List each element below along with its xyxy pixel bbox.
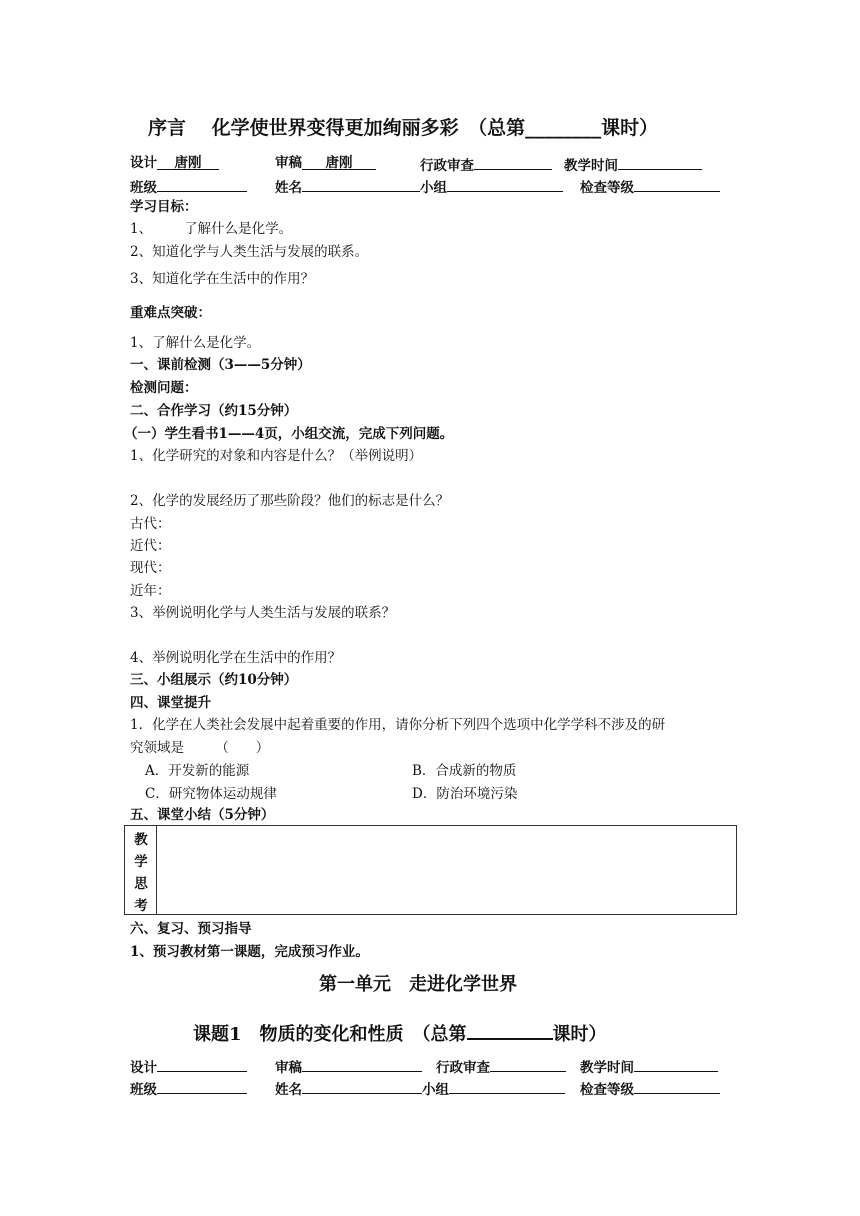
admin-field[interactable] <box>474 154 552 170</box>
review-field[interactable] <box>302 1056 422 1072</box>
label-char: 考 <box>134 898 148 914</box>
design-field[interactable] <box>157 1056 247 1072</box>
info-row-1 <box>130 154 219 172</box>
question-4: 4、举例说明化学在生活中的作用？ <box>130 650 342 666</box>
key-heading: 重难点突破： <box>130 305 211 321</box>
lesson-2-title-b: 课时） <box>552 1024 607 1045</box>
lesson-title <box>148 115 658 141</box>
option-a: A．开发新的能源 <box>145 763 250 779</box>
preview-instruction: 1、预习教材第一课题，完成预习作业。 <box>130 944 369 960</box>
option-c: C．研究物体运动规律 <box>145 786 277 802</box>
class-label: 班级 <box>130 180 157 196</box>
review-field[interactable]: 唐刚 <box>302 154 376 170</box>
lesson-2-title <box>193 1018 607 1048</box>
option-d: D．防治环境污染 <box>412 786 518 802</box>
review-label: 审稿 <box>275 155 302 171</box>
time-label: 教学时间 <box>580 1060 634 1076</box>
ancient: 古代： <box>130 516 171 532</box>
class-label: 班级 <box>130 1082 157 1098</box>
group-label: 小组 <box>422 1082 449 1098</box>
name-label: 姓名 <box>275 1082 302 1098</box>
option-b: B．合成新的物质 <box>412 763 517 779</box>
unit-title: 第一单元 走进化学世界 <box>319 974 517 995</box>
info2-class <box>130 1078 247 1099</box>
admin-cell <box>420 154 552 175</box>
time-cell <box>564 154 702 175</box>
section-4: 四、课堂提升 <box>130 695 211 711</box>
label-char: 教 <box>134 832 148 848</box>
goal-1-num: 1、 <box>130 221 153 237</box>
info-row-2 <box>130 176 247 197</box>
recent: 近年： <box>130 583 171 599</box>
grade-label: 检查等级 <box>580 180 634 196</box>
name-cell <box>275 176 563 197</box>
section-5: 五、课堂小结（5分钟） <box>130 807 275 823</box>
exercise-1-line-2: 究领域是 （ ） <box>130 740 270 756</box>
info2-grade <box>580 1078 720 1099</box>
review-cell <box>275 154 376 172</box>
admin-label: 行政审查 <box>420 158 474 174</box>
goal-3: 3、知道化学在生活中的作用？ <box>130 271 315 287</box>
group-field[interactable] <box>447 176 563 192</box>
admin-label: 行政审查 <box>436 1060 490 1076</box>
modern: 近代： <box>130 538 171 554</box>
design-label: 设计 <box>130 1060 157 1076</box>
design-label: 设计 <box>130 155 157 171</box>
info2-review <box>275 1056 422 1077</box>
goals-heading: 学习目标： <box>130 199 198 215</box>
group-label: 小组 <box>420 180 447 196</box>
design-field[interactable]: 唐刚 <box>157 154 219 170</box>
label-char: 思 <box>134 876 148 892</box>
grade-field[interactable] <box>634 176 720 192</box>
grade-label: 检查等级 <box>580 1082 634 1098</box>
section-6: 六、复习、预习指导 <box>130 921 252 937</box>
teaching-reflection-label <box>133 829 149 917</box>
info2-admin <box>436 1056 566 1077</box>
key-1: 1、了解什么是化学。 <box>130 335 261 351</box>
grade-field[interactable] <box>634 1078 720 1094</box>
label-char: 学 <box>134 854 148 870</box>
time-label: 教学时间 <box>564 158 618 174</box>
section-2-sub: （一）学生看书1——4页，小组交流，完成下列问题。 <box>124 426 454 442</box>
section-3: 三、小组展示（约10分钟） <box>130 672 298 688</box>
lesson-2-title-a: 课题1 物质的变化和性质 （总第 <box>193 1024 467 1045</box>
box-divider <box>156 826 157 914</box>
info2-name <box>275 1078 565 1099</box>
question-2: 2、化学的发展经历了那些阶段？他们的标志是什么？ <box>130 493 450 509</box>
teaching-reflection-box <box>124 825 737 915</box>
lesson-2-number-field[interactable] <box>467 1018 553 1040</box>
lesson-title-text: 序言 化学使世界变得更加绚丽多彩 （总第________课时） <box>148 117 659 139</box>
question-3: 3、举例说明化学与人类生活与发展的联系？ <box>130 605 396 621</box>
goal-1-text: 了解什么是化学。 <box>184 221 293 237</box>
question-1: 1、化学研究的对象和内容是什么？（举例说明） <box>130 448 423 464</box>
time-field[interactable] <box>634 1056 718 1072</box>
time-field[interactable] <box>618 154 702 170</box>
info2-design <box>130 1056 247 1077</box>
section-2: 二、合作学习（约15分钟） <box>130 403 298 419</box>
grade-cell <box>580 176 720 197</box>
goal-2: 2、知道化学与人类生活与发展的联系。 <box>130 244 369 260</box>
name-label: 姓名 <box>275 180 302 196</box>
check-questions: 检测问题： <box>130 380 198 396</box>
section-1: 一、课前检测（3——5分钟） <box>130 357 311 373</box>
goal-1 <box>130 220 292 238</box>
name-field[interactable] <box>302 176 420 192</box>
group-field[interactable] <box>449 1078 565 1094</box>
class-field[interactable] <box>157 176 247 192</box>
admin-field[interactable] <box>490 1056 566 1072</box>
contemporary: 现代： <box>130 560 171 576</box>
review-label: 审稿 <box>275 1060 302 1076</box>
class-field[interactable] <box>157 1078 247 1094</box>
exercise-1-line-1: 1．化学在人类社会发展中起着重要的作用，请你分析下列四个选项中化学学科不涉及的研 <box>130 717 666 733</box>
name-field[interactable] <box>302 1078 422 1094</box>
info2-time <box>580 1056 718 1077</box>
